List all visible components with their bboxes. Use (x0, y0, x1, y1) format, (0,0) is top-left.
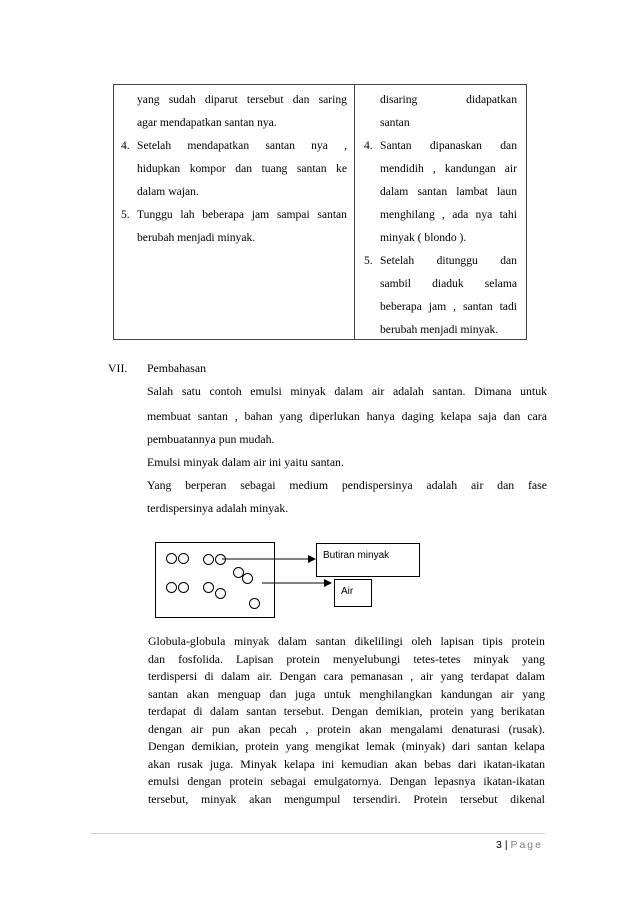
list-number: 5. (364, 254, 373, 267)
table-line: Setelah ditunggu dan (380, 254, 517, 267)
table-line: dalam santan lambat laun (380, 185, 517, 198)
body-line: terdapat di dalam santan tersebut. Dengan demikian, protein yang berikatan (148, 704, 545, 718)
body-line: Globula-globula minyak dalam santan dikelilingi oleh lapisan tipis protein (148, 634, 545, 648)
oil-droplet-icon (166, 553, 177, 564)
section-paragraph-line: pembuatannya pun mudah. (147, 432, 275, 446)
table-line: sambil diaduk selama (380, 277, 517, 290)
list-number: 4. (121, 139, 130, 152)
table-line: santan (380, 116, 410, 129)
table-line: agar mendapatkan santan nya. (137, 116, 277, 129)
oil-droplet-label: Butiran minyak (316, 543, 420, 577)
body-line: akan rusak juga. Minyak kelapa ini kemudian akan bebas dari ikatan-ikatan (148, 756, 545, 771)
page-number: 3 (496, 839, 502, 851)
oil-droplet-icon (166, 582, 177, 593)
section-number: VII. (108, 361, 128, 375)
table-line: dalam wajan. (137, 185, 199, 198)
table-line: Setelah mendapatkan santan nya , (137, 139, 347, 152)
table-line: yang sudah diparut tersebut dan saring (137, 93, 347, 106)
table-line: minyak ( blondo ). (380, 231, 467, 244)
footer-separator: | (504, 839, 508, 851)
oil-droplet-icon (178, 553, 189, 564)
table-line: Santan dipanaskan dan (380, 139, 517, 152)
table-line: beberapa jam , santan tadi (380, 300, 517, 313)
footer-page-label: Page (510, 839, 543, 851)
section-paragraph-line: membuat santan , bahan yang diperlukan hanya daging kelapa saja dan cara (147, 409, 547, 423)
section-paragraph-line: Yang berperan sebagai medium pendispersinya adalah air dan fase (147, 478, 547, 492)
table-line: Tunggu lah beberapa jam sampai santan (137, 208, 347, 221)
table-line: berubah menjadi minyak. (380, 323, 499, 336)
emulsion-diagram-box (155, 542, 275, 618)
list-number: 5. (121, 208, 130, 221)
table-line: berubah menjadi minyak. (137, 231, 256, 244)
oil-droplet-icon (242, 573, 253, 584)
oil-droplet-icon (215, 588, 226, 599)
body-line: emulsi dengan protein sebagai emulgatornya. Dengan lepasnya ikatan-ikatan (148, 774, 545, 788)
body-line: dan fosfolida. Lapisan protein menyelubungi tetes-tetes minyak yang (148, 651, 545, 666)
table-line: menghilang , ada nya tahi (380, 208, 517, 221)
table-column-divider (354, 85, 355, 339)
body-line: tersebut, minyak akan mengumpul tersendiri. Protein tersebut dikenal (148, 791, 545, 806)
body-line: terdispersi di dalam air. Dengan cara pemanasan , air yang terdapat dalam (148, 669, 545, 683)
table-line: mendidih , kandungan air (380, 162, 517, 175)
footer-rule (90, 833, 545, 834)
section-title: Pembahasan (147, 361, 206, 375)
oil-droplet-icon (249, 598, 260, 609)
body-line: santan akan menguap dan juga untuk menghilangkan kandungan air yang (148, 686, 545, 701)
page-footer (496, 839, 543, 851)
body-line: dengan air pun akan pecah , protein akan mengalami denaturasi (rusak). (148, 721, 545, 736)
list-number: 4. (364, 139, 373, 152)
oil-droplet-icon (203, 554, 214, 565)
table-line: disaring didapatkan (380, 93, 517, 106)
oil-droplet-icon (215, 554, 226, 565)
oil-droplet-icon (178, 582, 189, 593)
section-paragraph-line: Salah satu contoh emulsi minyak dalam air adalah santan. Dimana untuk (147, 384, 547, 398)
body-line: Dengan demikian, protein yang mengikat lemak (minyak) dari santan kelapa (148, 739, 545, 753)
water-label: Air (334, 579, 372, 607)
section-paragraph-line: Emulsi minyak dalam air ini yaitu santan. (147, 455, 344, 469)
section-paragraph-line: terdispersinya adalah minyak. (147, 501, 289, 515)
table-line: hidupkan kompor dan tuang santan ke (137, 162, 347, 175)
oil-droplet-icon (203, 582, 214, 593)
